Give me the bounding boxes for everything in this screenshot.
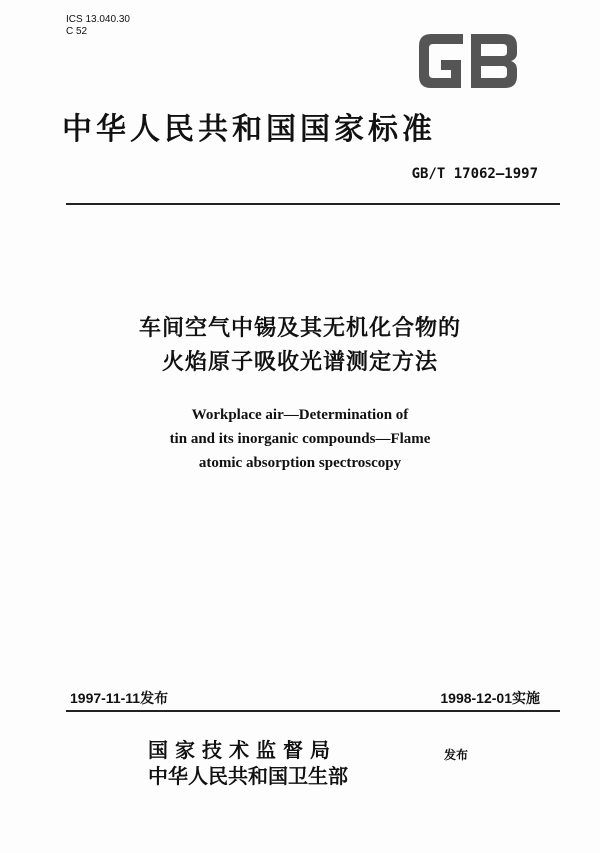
- standard-number: GB/T 17062—1997: [411, 166, 538, 182]
- classification-codes: [66, 14, 130, 38]
- top-divider: [66, 203, 560, 205]
- gb-logo: [413, 26, 523, 96]
- issuer-line-1: 国家技术监督局: [148, 738, 337, 762]
- logo-text: GB: [467, 95, 469, 96]
- issuer-line-2: 中华人民共和国卫生部: [148, 764, 348, 788]
- issuing-authorities: [148, 737, 348, 789]
- title-chinese: [0, 312, 600, 380]
- title-cn-line-2: 火焰原子吸收光谱测定方法: [161, 350, 438, 375]
- title-cn-line-1: 车间空气中锡及其无机化合物的: [138, 316, 461, 341]
- ccs-code: C 52: [66, 26, 88, 37]
- title-english: [0, 403, 600, 475]
- title-en-line-1: Workplace air—Determination of: [191, 407, 409, 423]
- title-en-line-3: atomic absorption spectroscopy: [198, 455, 402, 471]
- bottom-divider: [66, 710, 560, 712]
- issue-date: 1997-11-11发布: [70, 690, 169, 706]
- publish-label: 发布: [444, 748, 469, 762]
- implementation-date: 1998-12-01实施: [440, 690, 540, 706]
- ics-code: ICS 13.040.30: [66, 14, 130, 25]
- title-en-line-2: tin and its inorganic compounds—Flame: [169, 431, 431, 447]
- national-standard-title: 中华人民共和国国家标准: [62, 112, 436, 147]
